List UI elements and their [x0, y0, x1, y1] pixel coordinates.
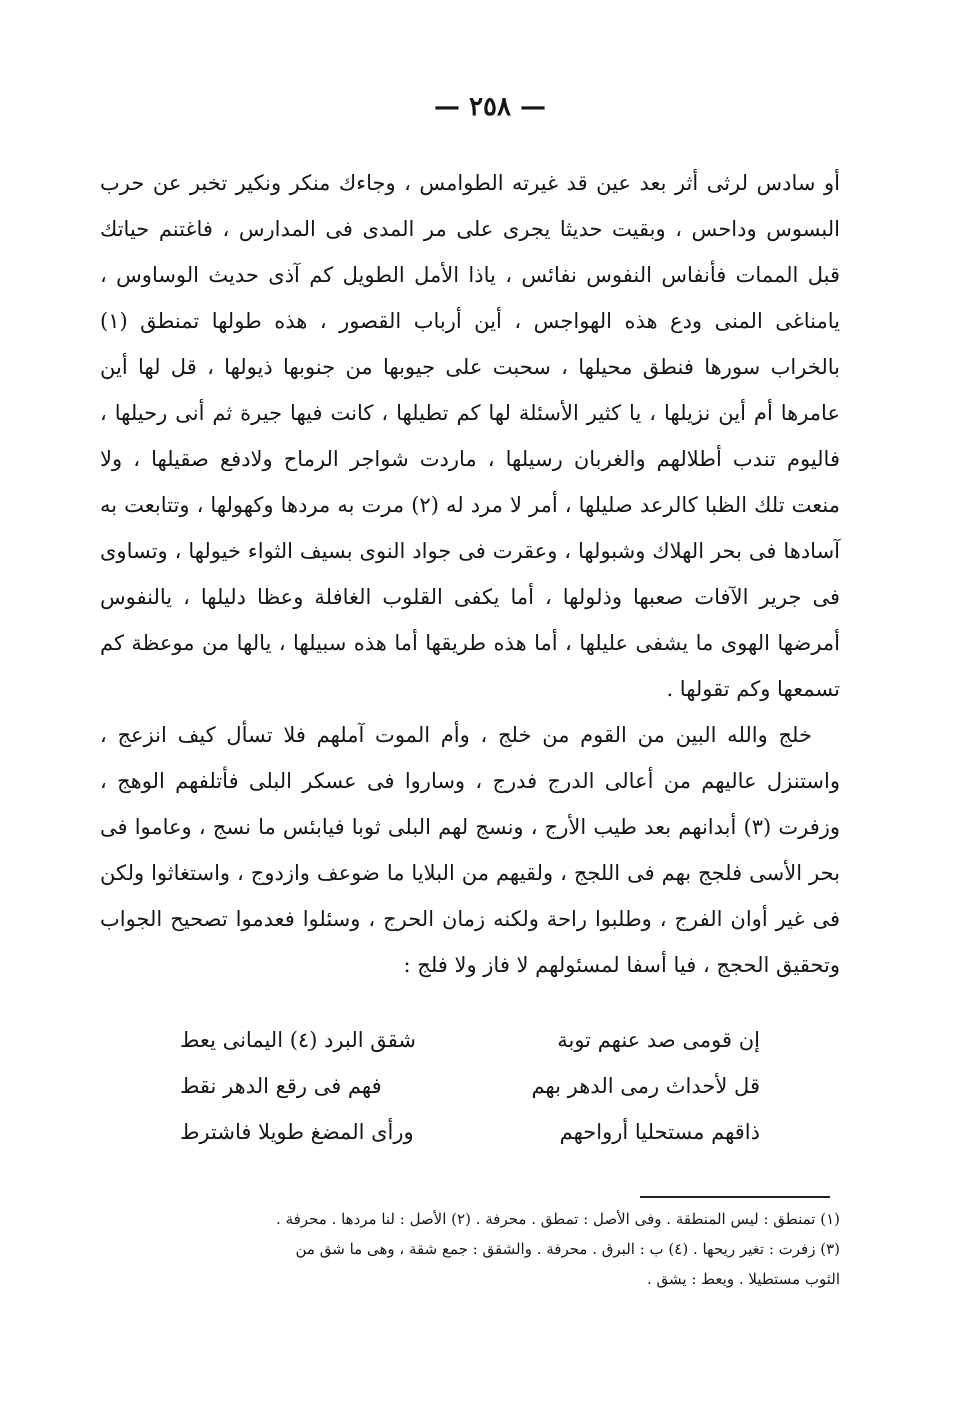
verse-1 — [180, 1017, 760, 1063]
verse-2 — [180, 1063, 760, 1109]
verse-2-first-hemistich: قل لأحداث رمى الدهر بهم — [531, 1074, 760, 1098]
verse-1-second-hemistich: شقق البرد (٤) اليمانى يعط — [180, 1028, 416, 1052]
verse-3-first-hemistich: ذاقهم مستحليا أرواحهم — [559, 1120, 760, 1144]
verse-3-second-hemistich: ورأى المضغ طويلا فاشترط — [180, 1120, 414, 1144]
paragraph-1: أو سادس لرثى أثر بعد عين قد غيرته الطوامس ، وجاءك منكر ونكير تخبر عن حرب البسوس وداحس ، وبقيت حديثا يجرى على مر المدى فى المدارس ، فاغتنم حياتك قبل الممات فأنفاس النفوس نفائس ، ياذا الأمل الطويل كم آذى حديث الوساوس ، يامناغى المنى ودع هذه الهواجس ، أين أرباب القصور ، هذه طولها تمنطق (١) بالخراب سورها فنطق محيلها ، سحبت على جيوبها من جنوبها ذيولها ، قل لها أين عامرها أم أين نزيلها ، يا كثير الأسئلة لها كم تطيلها ، كانت فيها جيرة ثم أنى رحيلها ، فاليوم تندب أطلالهم والغربان رسيلها ، ماردت شواجر الرماح ولادفع صقيلها ، ولا منعت تلك الظبا كالرعد صليلها ، أمر لا مرد له (٢) مرت به مردها وكهولها ، وتتابعت به آسادها فى بحر الهلاك وشبولها ، وعقرت فى جواد النوى بسيف الثواء خيولها ، وتساوى فى جرير الآفات صعبها وذلولها ، أما يكفى القلوب الغافلة وعظا دليلها ، يالنفوس أمرضها الهوى ما يشفى عليلها ، أما هذه طريقها أما هذه سبيلها ، يالها من موعظة كم تسمعها وكم تقولها . — [100, 171, 841, 701]
verse-3 — [180, 1109, 760, 1155]
verse-2-second-hemistich: فهم فى رقع الدهر نقط — [180, 1074, 382, 1098]
footnote-line-3: الثوب مستطيلا . ويعط : يشق . — [646, 1270, 840, 1288]
footnote-divider — [640, 1196, 830, 1198]
footnotes — [120, 1204, 840, 1294]
verse-1-first-hemistich: إن قومى صد عنهم توبة — [557, 1028, 760, 1052]
page-number: — ٢٥٨ — — [433, 92, 547, 122]
poem-verses — [180, 1017, 760, 1155]
main-text — [100, 160, 840, 988]
footnote-line-1: (١) تمنطق : ليس المنطقة . وفى الأصل : تمطق . محرفة . (٢) الأصل : لنا مردها . محرفة . — [276, 1210, 840, 1228]
footnote-line-2: (٣) زفرت : تغير ريحها . (٤) ب : البرق . محرفة . والشقق : جمع شقة ، وهى ما شق من — [295, 1240, 840, 1258]
paragraph-2: خلج والله البين من القوم من خلج ، وأم الموت آملهم فلا تسأل كيف انزعج ، واستنزل عاليهم من أعالى الدرج فدرج ، وساروا فى عسكر البلى فأتلفهم الوهج ، وزفرت (٣) أبدانهم بعد طيب الأرج ، ونسج لهم البلى ثوبا فيابئس ما نسج ، وعاموا فى بحر الأسى فلجج بهم فى اللجج ، ولقيهم من البلايا ما ضوعف وازدوج ، واستغاثوا ولكن فى غير أوان الفرج ، وطلبوا راحة ولكنه زمان الحرج ، وسئلوا فعدموا تصحيح الجواب وتحقيق الحجج ، فيا أسفا لمسئولهم لا فاز ولا فلج : — [100, 723, 841, 977]
